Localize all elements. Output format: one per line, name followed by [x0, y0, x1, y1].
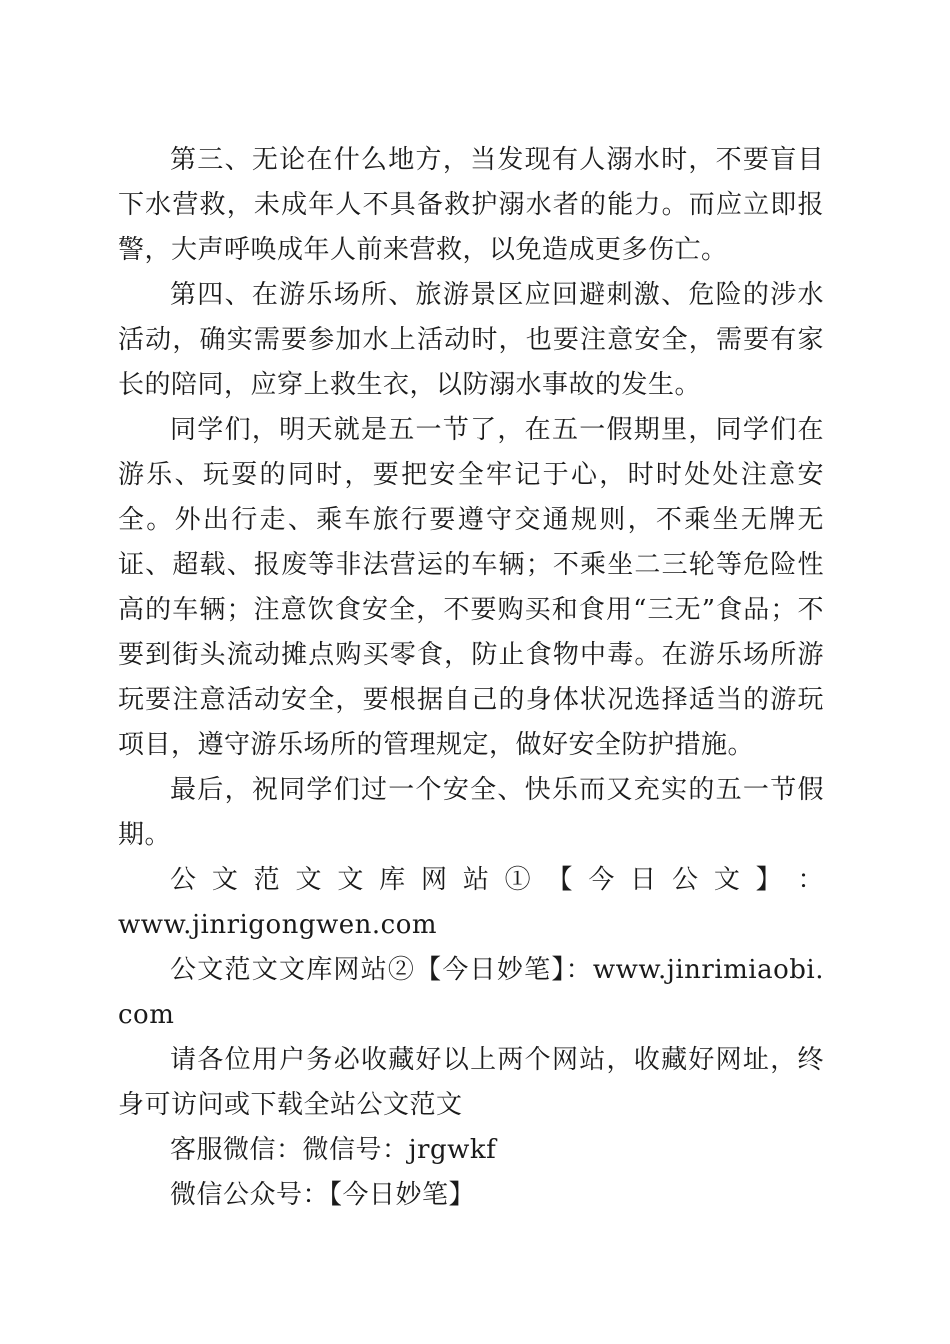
bookmark-notice: 请各位用户务必收藏好以上两个网站，收藏好网址，终身可访问或下载全站公文范文 [118, 1045, 824, 1120]
paragraph-rule-four: 第四、在游乐场所、旅游景区应回避刺激、危险的涉水活动，确实需要参加水上活动时，也要注意安全，需要有家长的陪同，应穿上救生衣，以防溺水事故的发生。 [118, 280, 824, 400]
wechat-public-account: 微信公众号：【今日妙笔】 [170, 1180, 476, 1210]
document-body [118, 138, 824, 1218]
paragraph-closing: 最后，祝同学们过一个安全、快乐而又充实的五一节假期。 [118, 775, 824, 850]
site-one-url: www.jinrigongwen.com [118, 910, 438, 940]
paragraph-rule-three: 第三、无论在什么地方，当发现有人溺水时，不要盲目下水营救，未成年人不具备救护溺水者的能力。而应立即报警，大声呼唤成年人前来营救，以免造成更多伤亡。 [118, 145, 824, 265]
wechat-service: 客服微信：微信号：jrgwkf [170, 1135, 497, 1165]
site-one-label: 公 文 范 文 文 库 网 站 ① 【 今 日 公 文 】 ： [170, 865, 824, 895]
paragraph-holiday-safety: 同学们，明天就是五一节了，在五一假期里，同学们在游乐、玩耍的同时，要把安全牢记于心，时时处处注意安全。外出行走、乘车旅行要遵守交通规则，不乘坐无牌无证、超载、报废等非法营运的车辆；不乘坐二三轮等危险性高的车辆；注意饮食安全，不要购买和食用“三无”食品；不要到街头流动摊点购买零食，防止食物中毒。在游乐场所游玩要注意活动安全，要根据自己的身体状况选择适当的游玩项目，遵守游乐场所的管理规定，做好安全防护措施。 [118, 415, 824, 760]
site-two-line: 公文范文文库网站②【今日妙笔】：www.jinrimiaobi.com [118, 955, 824, 1030]
